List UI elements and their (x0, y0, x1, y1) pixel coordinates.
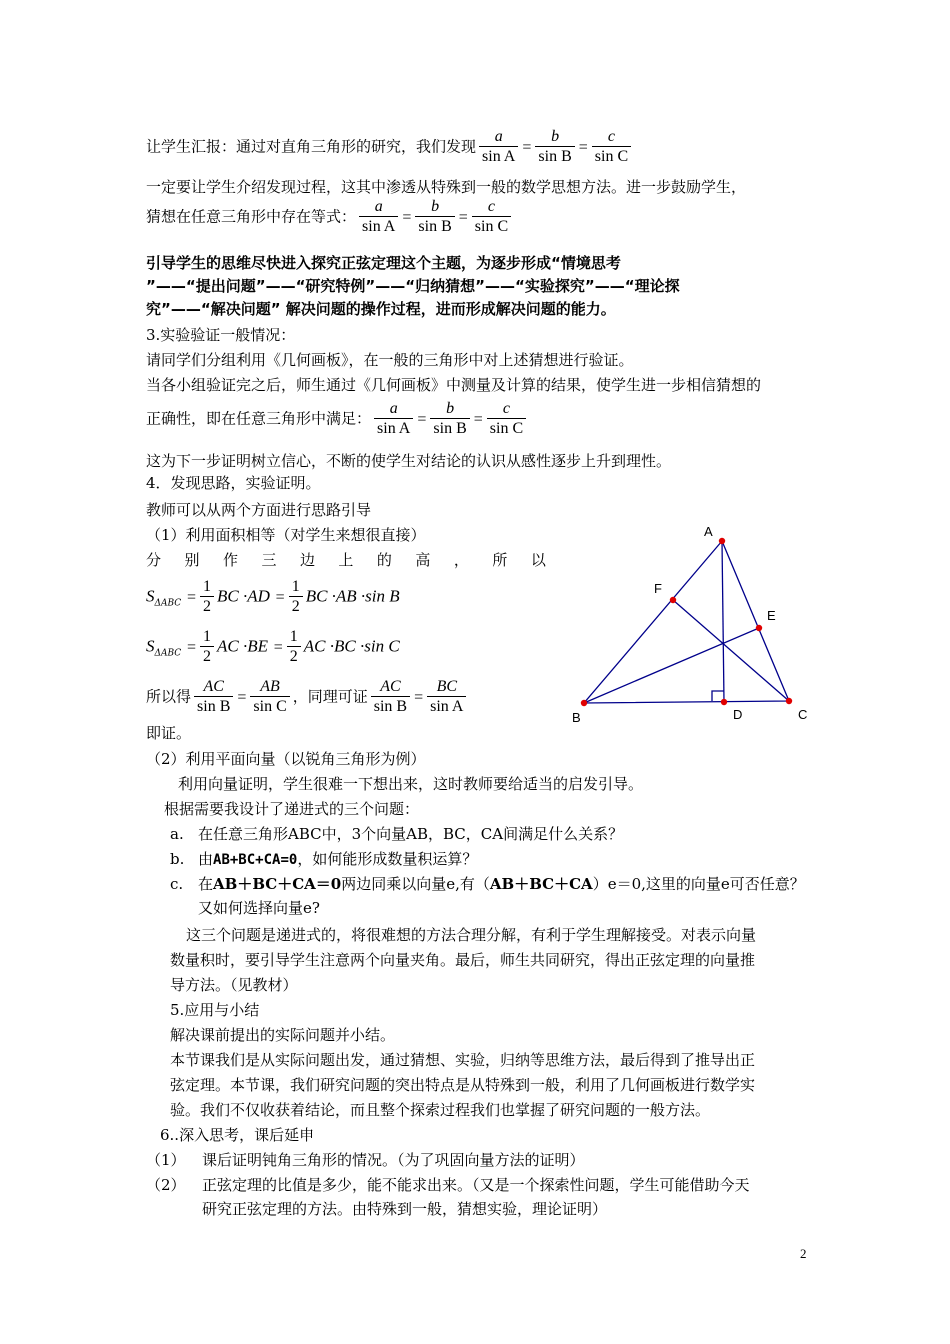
half-fraction: $\frac{1}{2}$ (287, 628, 301, 667)
ratio-c-sinC-3: $\frac{c}{\text{sin C}}$ (487, 400, 526, 439)
section-6-item-2-cont: 研究正弦定理的方法。由特殊到一般，猜想实验，理论证明） (202, 1200, 608, 1218)
explain-line-1: 这三个问题是递进式的，将很难想的方法合理分解，有利于学生理解接受。对表示向量 (186, 926, 757, 944)
proved-text: 即证。 (146, 724, 192, 742)
spread-char: 高 (415, 551, 431, 569)
section-3-title: 3.实验验证一般情况： (146, 326, 296, 344)
page-number: 2 (800, 1246, 807, 1261)
point-d (721, 699, 727, 705)
section-5-title: 5.应用与小结 (170, 1001, 260, 1019)
ratio-a-sinA: $\frac{a}{\text{sin A}}$ (479, 128, 518, 167)
section-3-line-2: 当各小组验证完之后，师生通过《几何画板》中测量及计算的结果，使学生进一步相信猜想的 (146, 376, 762, 394)
section-3-line-4: 这为下一步证明树立信心，不断的使学生对结论的认识从感性逐步上升到理性。 (146, 452, 672, 470)
section-3-line-3: 正确性，即在任意三角形中满足： $\frac{a}{\text{sin A}}$ = $\frac{b}{\text{sin B}}$ = $\frac{c}{\text{sin C}}$ (146, 400, 529, 439)
ratio-AB-sinC: $\frac{AB}{\text{sin C}}$ (250, 678, 289, 717)
spread-char: 所 (492, 551, 508, 569)
spread-char: 别 (184, 551, 200, 569)
point-a (719, 538, 725, 544)
question-a: a. 在任意三角形ABC中，3个向量AB，BC，CA间满足什么关系？ (170, 825, 624, 843)
section-5-line-4: 验。我们不仅收获着结论，而且整个探索过程我们也掌握了研究问题的一般方法。 (170, 1101, 711, 1119)
triangle-diagram (560, 520, 820, 730)
bold-line-1: 引导学生的思维尽快进入探究正弦定理这个主题，为逐步形成“情境思考 (146, 254, 621, 272)
explain-line-2: 数量积时，要引导学生注意两个向量夹角。最后，师生共同研究，得出正弦定理的向量推 (170, 951, 756, 969)
section-4-title: 4．发现思路，实验证明。 (146, 474, 321, 492)
half-fraction: $\frac{1}{2}$ (289, 578, 303, 617)
ratio-c-sinC: $\frac{c}{\text{sin C}}$ (592, 128, 631, 167)
spread-char: ， (453, 551, 469, 569)
ratio-b-sinB-2: $\frac{b}{\text{sin B}}$ (415, 198, 454, 237)
method-2-line-b: 根据需要我设计了递进式的三个问题： (164, 800, 420, 818)
half-fraction: $\frac{1}{2}$ (200, 628, 214, 667)
question-c: c. 在AB＋BC＋CA＝0两边同乘以向量e,有（AB＋BC＋CA）e＝0,这里的向量e可否任意？ (170, 875, 805, 893)
guess-line: 猜想在任意三角形中存在等式： $\frac{a}{\text{sin A}}$ = $\frac{b}{\text{sin B}}$ = $\frac{c}{\text{sin C}}$ (146, 198, 514, 237)
report-text: 让学生汇报：通过对直角三角形的研究，我们发现 (146, 137, 477, 156)
spread-char: 分 (146, 551, 162, 569)
triangle-abc (584, 541, 789, 703)
point-f (670, 597, 676, 603)
spread-char: 上 (338, 551, 354, 569)
section-5-line-2: 本节课我们是从实际问题出发，通过猜想、实验，归纳等思维方法，最后得到了推导出正 (170, 1051, 756, 1069)
question-c-cont: 又如何选择向量e? (198, 899, 320, 917)
ratio-b-sinB: $\frac{b}{\text{sin B}}$ (535, 128, 574, 167)
altitude-ad (722, 541, 724, 702)
section-3-line-3-text: 正确性，即在任意三角形中满足： (146, 409, 372, 428)
bold-line-3: 究”——“解决问题” 解决问题的操作过程，进而形成解决问题的能力。 (146, 300, 616, 318)
section-4-intro: 教师可以从两个方面进行思路引导 (146, 501, 372, 519)
area-formula-2: $S_{\Delta ABC}$ = $\frac{1}{2}$ AC ·BE = $\frac{1}{2}$ AC ·BC ·sin C (146, 628, 400, 665)
explain-line-3: 导方法。（见教材） (170, 976, 298, 994)
bold-line-2: ”——“提出问题”——“研究特例”——“归纳猜想”——“实验探究”——“理论探 (146, 277, 680, 295)
guess-text: 猜想在任意三角形中存在等式： (146, 207, 357, 226)
method-2-line-a: 利用向量证明，学生很难一下想出来，这时教师要给适当的启发引导。 (178, 775, 644, 793)
altitude-be (584, 628, 759, 703)
spread-char: 三 (261, 551, 277, 569)
point-b (581, 700, 587, 706)
ratio-BC-sinA: $\frac{BC}{\text{sin A}}$ (427, 678, 466, 717)
half-fraction: $\frac{1}{2}$ (200, 578, 214, 617)
ratio-AC-sinB: $\frac{AC}{\text{sin B}}$ (194, 678, 233, 717)
ratio-b-sinB-3: $\frac{b}{\text{sin B}}$ (430, 400, 469, 439)
ratio-a-sinA-2: $\frac{a}{\text{sin A}}$ (359, 198, 398, 237)
label-a: A (704, 524, 713, 539)
method-1-title: （1）利用面积相等（对学生来想很直接） (146, 526, 426, 544)
process-line: 一定要让学生介绍发现过程，这其中渗透从特殊到一般的数学思想方法。进一步鼓励学生， (146, 178, 747, 196)
point-e (756, 625, 762, 631)
question-b: b. 由AB+BC+CA=0，如何能形成数量积运算？ (170, 850, 478, 868)
label-f: F (654, 581, 662, 596)
spread-char: 的 (376, 551, 392, 569)
method-1-spread-text (146, 549, 546, 571)
ratio-a-sinA-3: $\frac{a}{\text{sin A}}$ (374, 400, 413, 439)
section-3-line-1: 请同学们分组利用《几何画板》，在一般的三角形中对上述猜想进行验证。 (146, 351, 634, 369)
label-b: B (572, 710, 581, 725)
spread-char: 以 (530, 551, 546, 569)
section-5-line-1: 解决课前提出的实际问题并小结。 (170, 1026, 396, 1044)
section-6-item-2: （2） 正弦定理的比值是多少，能不能求出来。（又是一个探索性问题，学生可能借助今天 (146, 1176, 750, 1194)
label-d: D (733, 707, 743, 722)
conclusion-formula: 所以得 $\frac{AC}{\text{sin B}}$ = $\frac{AB}{\text{sin C}}$ ，同理可证 $\frac{AC}{\text{sin B}}$ = $\frac{BC}{\text{sin A}}$ (146, 678, 469, 717)
section-5-line-3: 弦定理。本节课，我们研究问题的突出特点是从特殊到一般，利用了几何画板进行数学实 (170, 1076, 756, 1094)
spread-char: 作 (222, 551, 238, 569)
label-e: E (767, 608, 776, 623)
ratio-AC-sinB-2: $\frac{AC}{\text{sin B}}$ (371, 678, 410, 717)
report-line: 让学生汇报：通过对直角三角形的研究，我们发现 $\frac{a}{\text{sin A}}$ = $\frac{b}{\text{sin B}}$ = $\frac{c}{\text{sin C}}$ (146, 128, 634, 167)
label-c: C (798, 707, 808, 722)
spread-char: 边 (299, 551, 315, 569)
ratio-c-sinC-2: $\frac{c}{\text{sin C}}$ (472, 198, 511, 237)
section-6-item-1: （1） 课后证明钝角三角形的情况。（为了巩固向量方法的证明） (146, 1151, 585, 1169)
area-formula-1: $S_{\Delta ABC}$ = $\frac{1}{2}$ BC ·AD = $\frac{1}{2}$ BC ·AB ·sin B (146, 578, 400, 615)
point-c (786, 698, 792, 704)
section-6-title: 6..深入思考，课后延申 (160, 1126, 315, 1144)
method-2-title: （2）利用平面向量（以锐角三角形为例） (146, 750, 426, 768)
